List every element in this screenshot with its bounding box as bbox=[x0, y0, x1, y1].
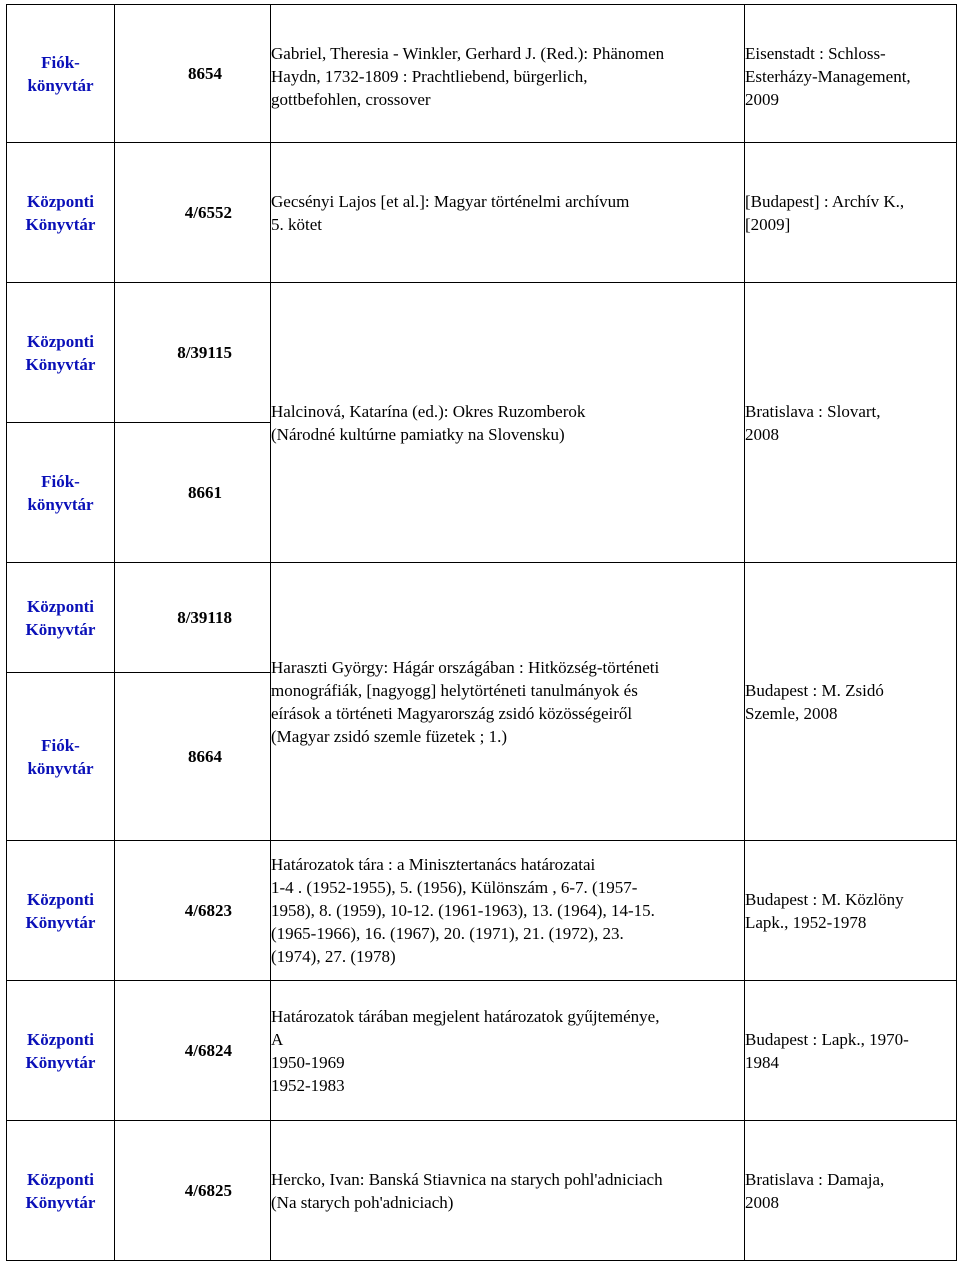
signature-cell bbox=[115, 143, 271, 283]
publisher-line: 2008 bbox=[745, 1192, 779, 1212]
title-line: gottbefohlen, crossover bbox=[271, 90, 431, 109]
signature: 4/6823 bbox=[184, 901, 232, 920]
title-line: (Magyar zsidó szemle füzetek ; 1.) bbox=[271, 726, 508, 746]
title-cell bbox=[271, 563, 745, 841]
signature: 4/6825 bbox=[184, 1181, 232, 1200]
title-line: (Národné kultúrne pamiatky na Slovensku) bbox=[271, 424, 565, 444]
publisher-line: 1984 bbox=[745, 1052, 779, 1072]
library-cell bbox=[7, 283, 115, 423]
publisher-line: [2009] bbox=[745, 214, 791, 234]
publisher-cell bbox=[745, 1121, 957, 1261]
signature-cell bbox=[115, 1121, 271, 1261]
library-label: Fiók- bbox=[41, 471, 80, 491]
title-line: (1974), 27. (1978) bbox=[271, 947, 396, 966]
title-line: Határozatok tára : a Minisztertanács határozatai bbox=[271, 855, 596, 874]
publisher-cell bbox=[745, 563, 957, 841]
library-label: Könyvtár bbox=[25, 912, 96, 932]
library-label: Központi bbox=[26, 596, 95, 616]
table-row bbox=[7, 143, 957, 283]
signature-cell bbox=[115, 563, 271, 673]
publisher-line: [Budapest] : Archív K., bbox=[745, 191, 905, 211]
title-line: A bbox=[271, 1029, 284, 1049]
signature-cell bbox=[115, 841, 271, 981]
title-line: 1952-1983 bbox=[271, 1075, 345, 1095]
signature: 8661 bbox=[188, 483, 222, 502]
signature: 4/6824 bbox=[184, 1041, 232, 1060]
signature-cell bbox=[115, 981, 271, 1121]
library-label: Központi bbox=[26, 1029, 95, 1049]
title-line: 1-4 . (1952-1955), 5. (1956), Különszám , 6-7. (1957- bbox=[271, 878, 638, 897]
title-line: (Na starych poh'adniciach) bbox=[271, 1192, 454, 1212]
title-line: Gabriel, Theresia - Winkler, Gerhard J. (Red.): Phänomen bbox=[271, 44, 665, 63]
table-row bbox=[7, 283, 957, 423]
catalog-table bbox=[6, 4, 957, 1261]
title-cell bbox=[271, 143, 745, 283]
table-row bbox=[7, 1121, 957, 1261]
title-line: 5. kötet bbox=[271, 214, 322, 234]
library-cell bbox=[7, 981, 115, 1121]
publisher-line: 2008 bbox=[745, 424, 779, 444]
library-label: Könyvtár bbox=[25, 1192, 96, 1212]
title-line: Haraszti György: Hágár országában : Hitközség-történeti bbox=[271, 657, 660, 677]
library-label: könyvtár bbox=[27, 758, 94, 778]
library-label: Központi bbox=[26, 889, 95, 909]
title-line: 1958), 8. (1959), 10-12. (1961-1963), 13. (1964), 14-15. bbox=[271, 901, 655, 920]
signature: 8654 bbox=[188, 64, 222, 83]
title-line: Haydn, 1732-1809 : Prachtliebend, bürgerlich, bbox=[271, 67, 588, 86]
publisher-line: Eisenstadt : Schloss- bbox=[745, 44, 886, 63]
title-line: Gecsényi Lajos [et al.]: Magyar történelmi archívum bbox=[271, 191, 630, 211]
publisher-line: Lapk., 1952-1978 bbox=[745, 912, 867, 932]
title-line: eírások a történeti Magyarország zsidó közösségeiről bbox=[271, 703, 633, 723]
library-label: Központi bbox=[26, 1169, 95, 1189]
library-cell bbox=[7, 423, 115, 563]
publisher-line: Bratislava : Damaja, bbox=[745, 1169, 885, 1189]
publisher-line: Esterházy-Management, bbox=[745, 67, 911, 86]
library-label: Könyvtár bbox=[25, 619, 96, 639]
publisher-line: Budapest : Lapk., 1970- bbox=[745, 1029, 909, 1049]
signature-cell bbox=[115, 423, 271, 563]
publisher-line: Budapest : M. Zsidó bbox=[745, 680, 884, 700]
library-cell bbox=[7, 143, 115, 283]
library-label: Könyvtár bbox=[25, 354, 96, 374]
library-label: Fiók- bbox=[41, 52, 80, 72]
library-label: Fiók- bbox=[41, 735, 80, 755]
publisher-cell bbox=[745, 5, 957, 143]
table-row bbox=[7, 563, 957, 673]
signature: 8/39118 bbox=[177, 608, 232, 627]
publisher-cell bbox=[745, 283, 957, 563]
publisher-line: 2009 bbox=[745, 90, 779, 109]
signature: 4/6552 bbox=[184, 203, 232, 222]
title-line: Határozatok tárában megjelent határozatok gyűjteménye, bbox=[271, 1006, 660, 1026]
library-cell bbox=[7, 1121, 115, 1261]
library-cell bbox=[7, 673, 115, 841]
publisher-cell bbox=[745, 143, 957, 283]
library-cell bbox=[7, 5, 115, 143]
table-row bbox=[7, 981, 957, 1121]
signature-cell bbox=[115, 673, 271, 841]
title-line: Halcinová, Katarína (ed.): Okres Ruzomberok bbox=[271, 401, 586, 421]
signature-cell bbox=[115, 5, 271, 143]
title-line: (1965-1966), 16. (1967), 20. (1971), 21. (1972), 23. bbox=[271, 924, 624, 943]
library-label: Könyvtár bbox=[25, 1052, 96, 1072]
title-cell bbox=[271, 981, 745, 1121]
publisher-line: Szemle, 2008 bbox=[745, 703, 838, 723]
library-cell bbox=[7, 563, 115, 673]
title-line: 1950-1969 bbox=[271, 1052, 345, 1072]
table-row bbox=[7, 5, 957, 143]
title-line: monográfiák, [nagyogg] helytörténeti tanulmányok és bbox=[271, 680, 638, 700]
publisher-cell bbox=[745, 981, 957, 1121]
library-label: Könyvtár bbox=[25, 214, 96, 234]
title-cell bbox=[271, 283, 745, 563]
signature-cell bbox=[115, 283, 271, 423]
title-cell bbox=[271, 841, 745, 981]
publisher-line: Bratislava : Slovart, bbox=[745, 401, 881, 421]
signature: 8664 bbox=[188, 747, 222, 766]
title-line: Hercko, Ivan: Banská Stiavnica na starych pohl'adniciach bbox=[271, 1169, 663, 1189]
library-cell bbox=[7, 841, 115, 981]
publisher-line: Budapest : M. Közlöny bbox=[745, 889, 904, 909]
library-label: könyvtár bbox=[27, 494, 94, 514]
title-cell bbox=[271, 5, 745, 143]
library-label: Központi bbox=[26, 331, 95, 351]
library-label: könyvtár bbox=[27, 75, 94, 95]
library-label: Központi bbox=[26, 191, 95, 211]
table-row bbox=[7, 841, 957, 981]
publisher-cell bbox=[745, 841, 957, 981]
signature: 8/39115 bbox=[177, 343, 232, 362]
title-cell bbox=[271, 1121, 745, 1261]
